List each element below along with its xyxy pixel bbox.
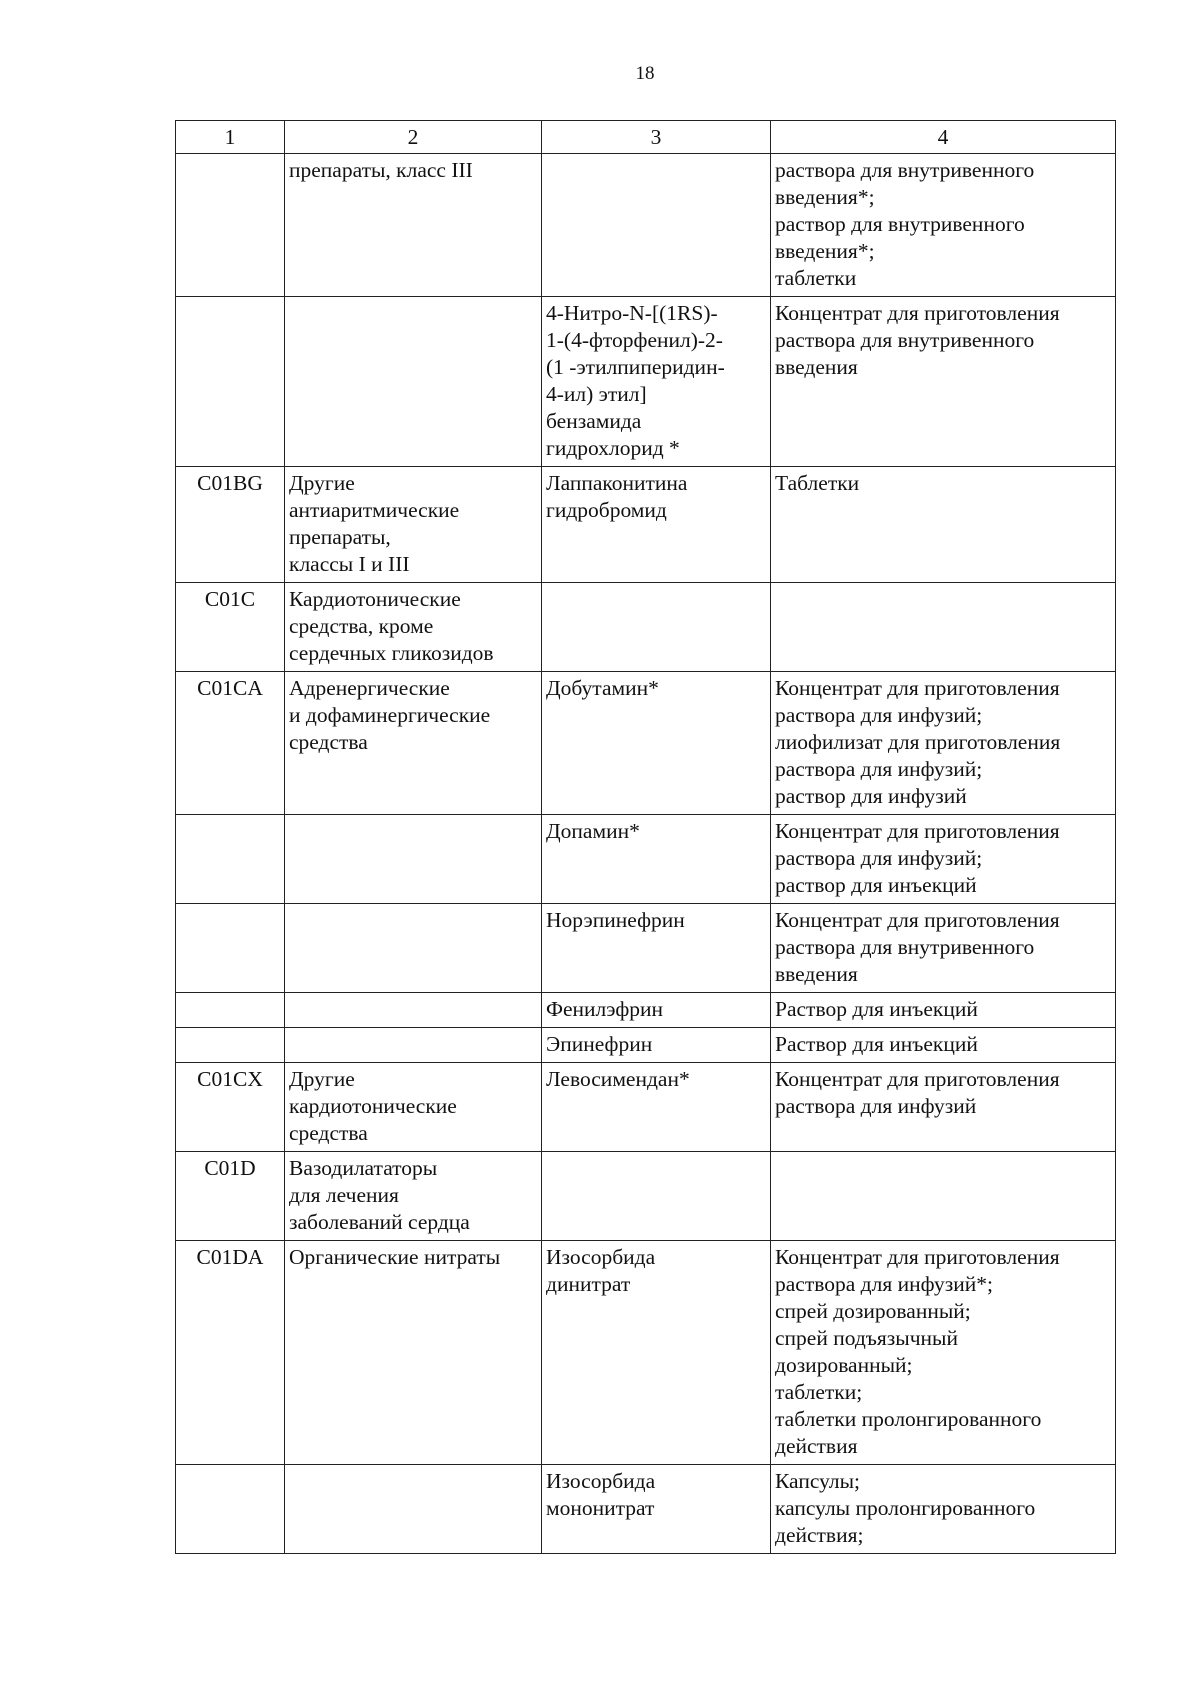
atc-code-cell: [176, 297, 285, 467]
atc-code-cell: [176, 904, 285, 993]
drug-name-cell: Изосорбида динитрат: [542, 1241, 771, 1465]
group-name-cell: [285, 904, 542, 993]
table-row: [176, 993, 1116, 1028]
dosage-forms-cell: Концентрат для приготовления раствора для инфузий*; спрей дозированный; спрей подъязычный дозированный; таблетки; таблетки пролонгированного действия: [771, 1241, 1116, 1465]
table-header-row: [176, 121, 1116, 154]
atc-code-cell: C01CX: [176, 1063, 285, 1152]
atc-code-cell: C01DA: [176, 1241, 285, 1465]
drug-name-cell: Левосимендан*: [542, 1063, 771, 1152]
group-name-cell: препараты, класс III: [285, 154, 542, 297]
table-row: [176, 297, 1116, 467]
group-name-cell: Другие кардиотонические средства: [285, 1063, 542, 1152]
atc-code-cell: [176, 154, 285, 297]
group-name-cell: Органические нитраты: [285, 1241, 542, 1465]
group-name-cell: [285, 815, 542, 904]
table-row: [176, 583, 1116, 672]
atc-code-cell: C01BG: [176, 467, 285, 583]
table-row: [176, 815, 1116, 904]
drug-name-cell: [542, 154, 771, 297]
table-row: [176, 1063, 1116, 1152]
table-row: [176, 1028, 1116, 1063]
group-name-cell: [285, 297, 542, 467]
group-name-cell: Вазодилататоры для лечения заболеваний сердца: [285, 1152, 542, 1241]
atc-code-cell: [176, 815, 285, 904]
drug-classification-table: [175, 120, 1116, 1554]
column-header: 3: [542, 121, 771, 154]
dosage-forms-cell: Концентрат для приготовления раствора для инфузий; раствор для инъекций: [771, 815, 1116, 904]
column-header: 1: [176, 121, 285, 154]
page-number: 18: [635, 63, 655, 84]
table-row: [176, 672, 1116, 815]
dosage-forms-cell: раствора для внутривенного введения*; раствор для внутривенного введения*; таблетки: [771, 154, 1116, 297]
drug-name-cell: [542, 1152, 771, 1241]
table-row: [176, 904, 1116, 993]
table-row: [176, 467, 1116, 583]
dosage-forms-cell: Концентрат для приготовления раствора для инфузий; лиофилизат для приготовления раствора для инфузий; раствор для инфузий: [771, 672, 1116, 815]
group-name-cell: [285, 1465, 542, 1554]
drug-name-cell: Норэпинефрин: [542, 904, 771, 993]
atc-code-cell: [176, 993, 285, 1028]
group-name-cell: Кардиотонические средства, кроме сердечных гликозидов: [285, 583, 542, 672]
group-name-cell: Другие антиаритмические препараты, классы I и III: [285, 467, 542, 583]
dosage-forms-cell: [771, 583, 1116, 672]
table-body: [176, 121, 1116, 1554]
drug-name-cell: Фенилэфрин: [542, 993, 771, 1028]
group-name-cell: [285, 1028, 542, 1063]
drug-name-cell: Изосорбида мононитрат: [542, 1465, 771, 1554]
drug-name-cell: Добутамин*: [542, 672, 771, 815]
dosage-forms-cell: [771, 1152, 1116, 1241]
column-header: 4: [771, 121, 1116, 154]
drug-name-cell: [542, 583, 771, 672]
dosage-forms-cell: Раствор для инъекций: [771, 993, 1116, 1028]
drug-name-cell: Эпинефрин: [542, 1028, 771, 1063]
atc-code-cell: C01D: [176, 1152, 285, 1241]
table-row: [176, 1241, 1116, 1465]
group-name-cell: [285, 993, 542, 1028]
dosage-forms-cell: Концентрат для приготовления раствора для внутривенного введения: [771, 297, 1116, 467]
dosage-forms-cell: Таблетки: [771, 467, 1116, 583]
dosage-forms-cell: Концентрат для приготовления раствора для внутривенного введения: [771, 904, 1116, 993]
table-row: [176, 154, 1116, 297]
column-header: 2: [285, 121, 542, 154]
atc-code-cell: [176, 1028, 285, 1063]
dosage-forms-cell: Капсулы; капсулы пролонгированного действия;: [771, 1465, 1116, 1554]
table-row: [176, 1465, 1116, 1554]
group-name-cell: Адренергические и дофаминергические средства: [285, 672, 542, 815]
dosage-forms-cell: Концентрат для приготовления раствора для инфузий: [771, 1063, 1116, 1152]
dosage-forms-cell: Раствор для инъекций: [771, 1028, 1116, 1063]
atc-code-cell: C01CA: [176, 672, 285, 815]
drug-name-cell: Допамин*: [542, 815, 771, 904]
table-row: [176, 1152, 1116, 1241]
drug-name-cell: Лаппаконитина гидробромид: [542, 467, 771, 583]
drug-name-cell: 4-Нитро-N-[(1RS)- 1-(4-фторфенил)-2- (1 -этилпиперидин- 4-ил) этил] бензамида гидрохлорид *: [542, 297, 771, 467]
atc-code-cell: [176, 1465, 285, 1554]
atc-code-cell: C01C: [176, 583, 285, 672]
